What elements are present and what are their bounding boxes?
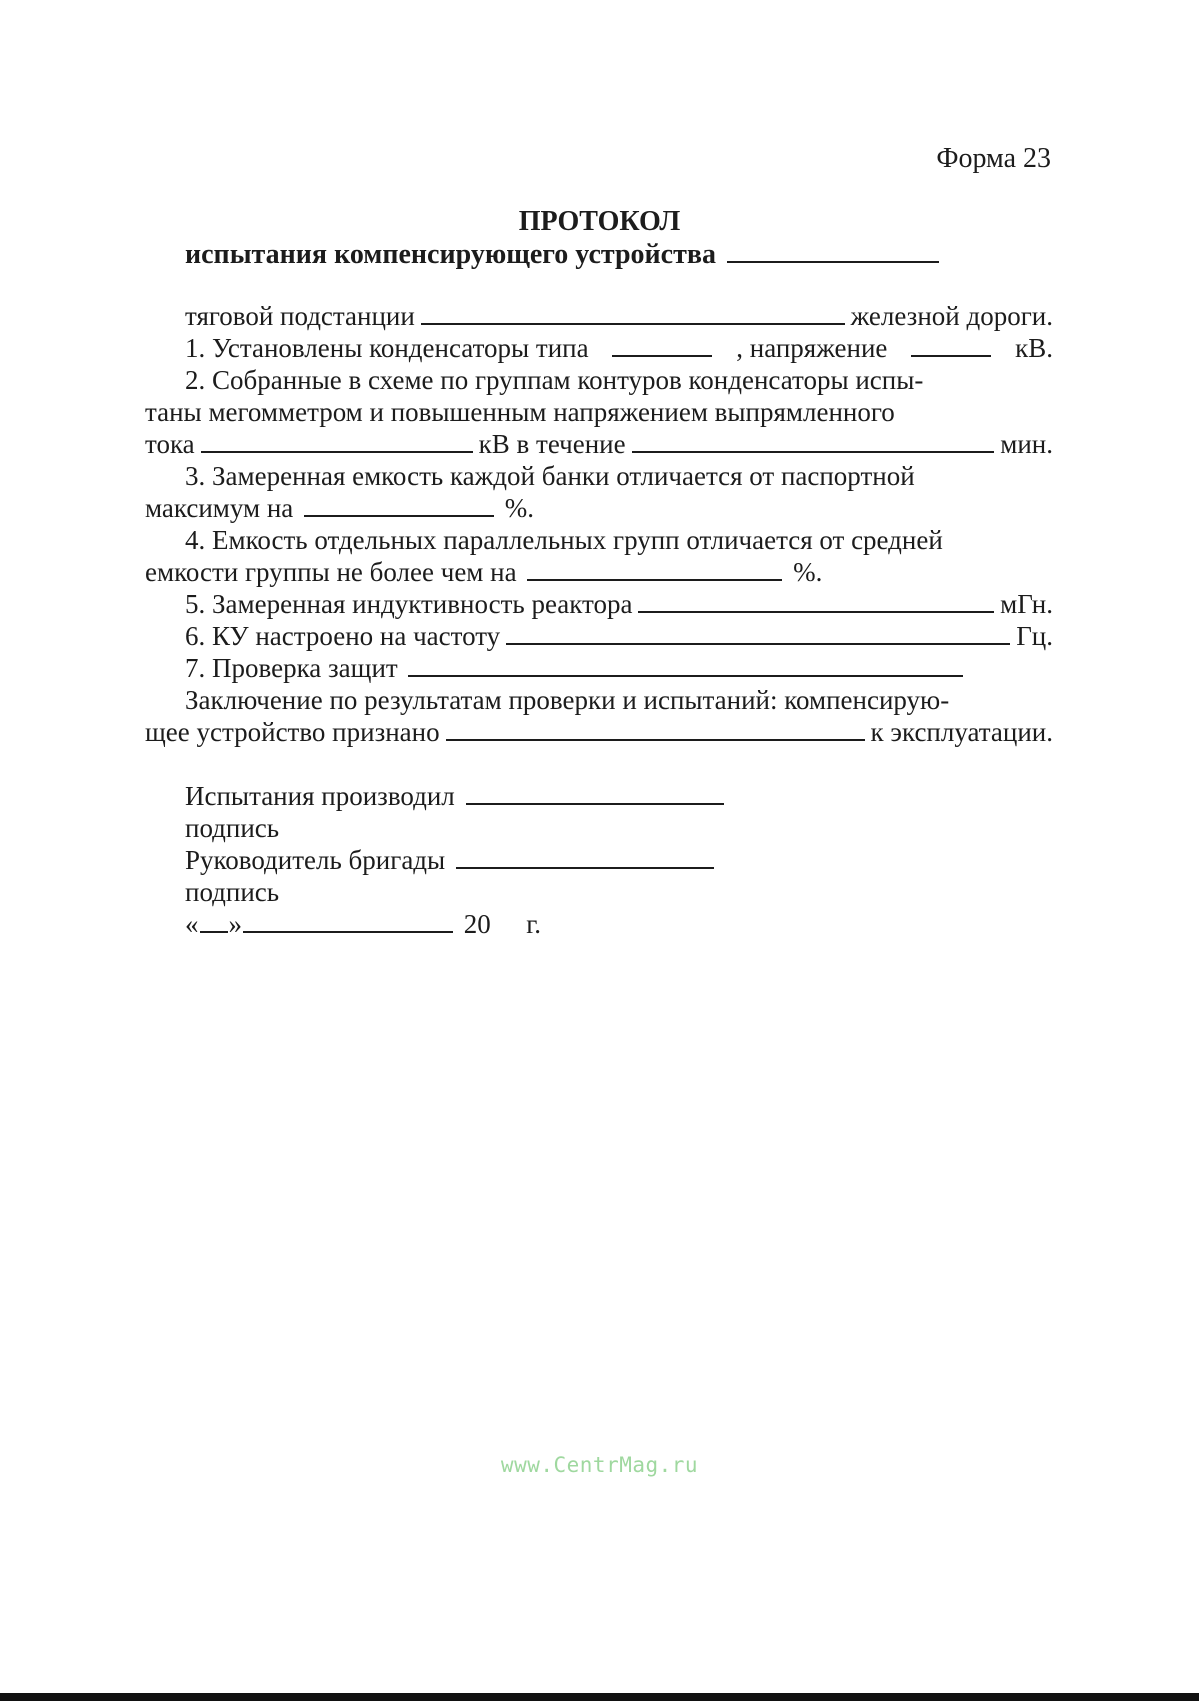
item-5-line xyxy=(185,588,1053,620)
document-subtitle xyxy=(185,238,943,272)
capacitor-type-blank xyxy=(612,335,712,357)
tester-signature-blank xyxy=(466,781,724,805)
item-3-text: 3. Замеренная емкость каждой банки отличается от паспортной xyxy=(185,461,915,491)
tester-caption: подпись xyxy=(185,813,280,843)
operation-label: к эксплуатации. xyxy=(870,717,1053,747)
substation-line xyxy=(185,300,1053,332)
voltage-label: , напряжение xyxy=(736,333,888,363)
item-2-text-1: 2. Собранные в схеме по группам контуров конденсаторы испы- xyxy=(185,365,924,395)
current-label: тока xyxy=(145,429,195,459)
duration-label: кВ в течение xyxy=(478,429,626,459)
date-open-quote: « xyxy=(185,909,199,939)
item-6-line xyxy=(185,620,1053,652)
group-deviation-blank xyxy=(527,557,782,581)
deviation-blank xyxy=(304,493,494,517)
document-title: ПРОТОКОЛ xyxy=(518,206,681,237)
item-2-text-2: таны мегомметром и повышенным напряжением выпрямленного xyxy=(145,397,895,427)
item-4-text: 4. Емкость отдельных параллельных групп отличается от средней xyxy=(185,525,943,555)
device-blank xyxy=(727,239,939,263)
subtitle-text: испытания компенсирующего устройства xyxy=(185,239,716,270)
date-line xyxy=(185,908,541,940)
substation-label: тяговой подстанции xyxy=(185,301,415,331)
item-2-line-2 xyxy=(145,396,1053,428)
mh-unit: мГн. xyxy=(1000,589,1053,619)
inductance-label: 5. Замеренная индуктивность реактора xyxy=(185,589,633,619)
leader-label: Руководитель бригады xyxy=(185,845,446,875)
form-number: Форма 23 xyxy=(936,143,1051,174)
verdict-blank xyxy=(446,719,865,741)
date-close-quote: » xyxy=(228,909,242,939)
item-4-line-1 xyxy=(185,524,1053,556)
item-3-line-2 xyxy=(145,492,534,524)
item-3-line-1 xyxy=(185,460,1053,492)
item-4-line-2 xyxy=(145,556,822,588)
max-deviation-label: максимум на xyxy=(145,493,294,523)
item-7-line xyxy=(185,652,967,684)
conclusion-line-2 xyxy=(145,716,1053,748)
percent-unit: %. xyxy=(504,493,535,523)
voltage-blank xyxy=(911,335,991,357)
group-percent-unit: %. xyxy=(793,557,823,587)
leader-caption: подпись xyxy=(185,877,280,907)
leader-line xyxy=(185,844,718,876)
day-blank xyxy=(200,909,228,933)
protection-label: 7. Проверка защит xyxy=(185,653,398,683)
kv-unit: кВ. xyxy=(1015,333,1053,363)
inductance-blank xyxy=(638,591,994,613)
conclusion-line-1 xyxy=(185,684,1053,716)
frequency-blank xyxy=(506,623,1010,645)
test-voltage-blank xyxy=(201,431,473,453)
conclusion-text: Заключение по результатам проверки и испытаний: компенсирую- xyxy=(185,685,950,715)
tester-label: Испытания производил xyxy=(185,781,455,811)
year-prefix: 20 xyxy=(463,909,491,939)
year-suffix: г. xyxy=(526,909,542,939)
item-1-label: 1. Установлены конденсаторы типа xyxy=(185,333,589,363)
protection-blank xyxy=(408,653,963,677)
minutes-unit: мин. xyxy=(1000,429,1053,459)
group-capacity-label: емкости группы не более чем на xyxy=(145,557,517,587)
frequency-label: 6. КУ настроено на частоту xyxy=(185,621,501,651)
item-2-line-1 xyxy=(185,364,1053,396)
item-1-line xyxy=(185,332,1053,364)
tester-line xyxy=(185,780,728,812)
substation-blank xyxy=(421,303,845,325)
railway-label: железной дороги. xyxy=(850,301,1053,331)
watermark: www.CentrMag.ru xyxy=(500,1453,699,1477)
item-2-line-3 xyxy=(145,428,1053,460)
leader-signature-blank xyxy=(456,845,714,869)
month-blank xyxy=(243,909,453,933)
bottom-border xyxy=(0,1693,1199,1701)
hz-unit: Гц. xyxy=(1016,621,1053,651)
duration-blank xyxy=(632,431,995,453)
recognized-label: щее устройство признано xyxy=(145,717,440,747)
